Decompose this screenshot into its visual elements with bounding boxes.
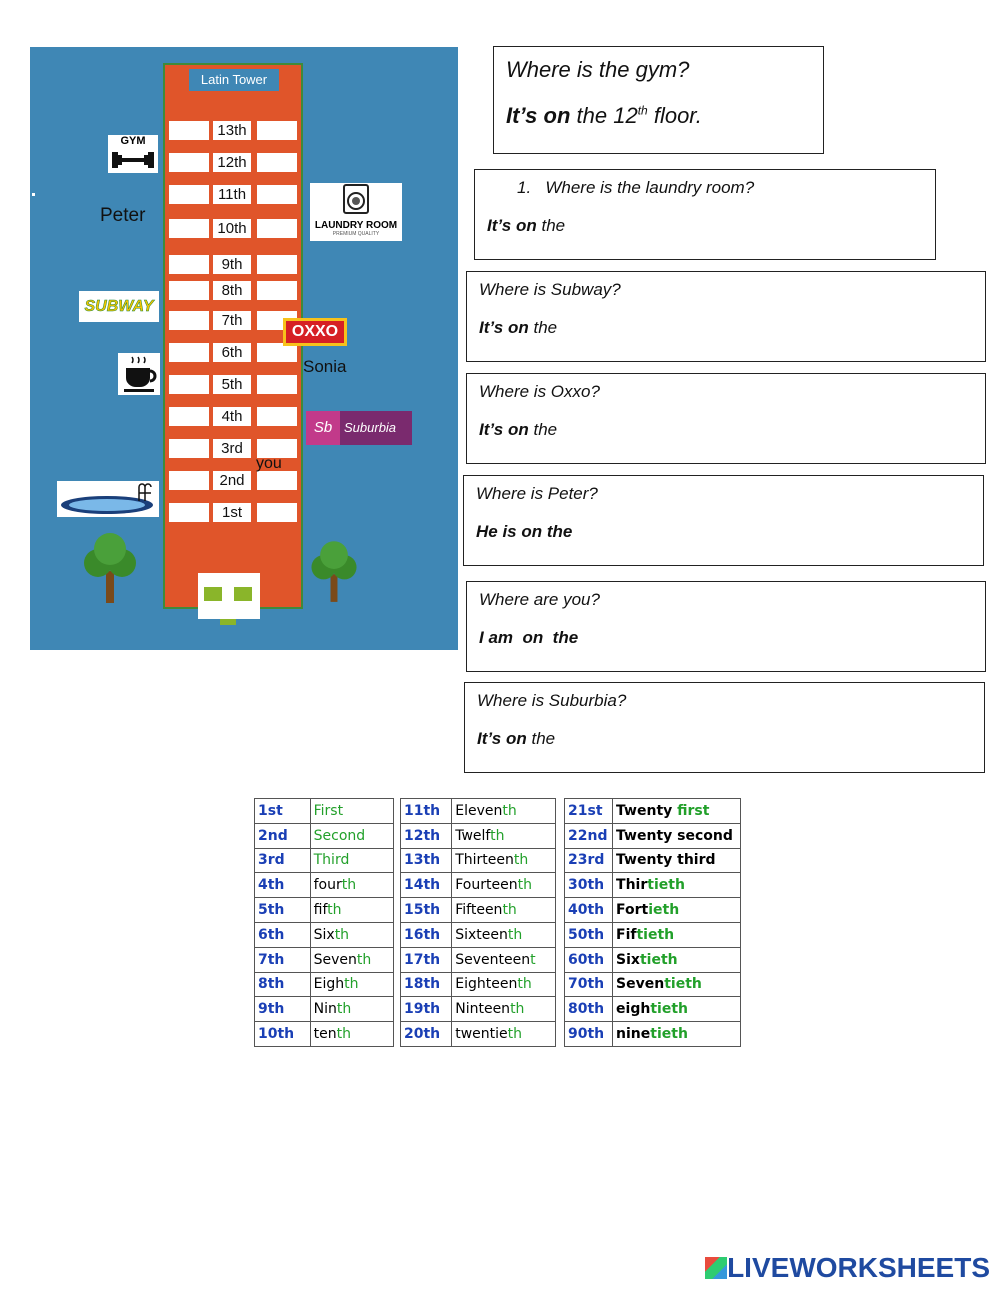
floor-label: 5th — [213, 375, 251, 394]
tower-title: Latin Tower — [189, 69, 279, 91]
ordinal-number: 10th — [255, 1022, 311, 1047]
answer-prefix: He is on the — [476, 522, 573, 541]
ordinal-row — [401, 823, 556, 848]
sonia-label: Sonia — [303, 357, 347, 376]
ordinal-number: 2nd — [255, 823, 311, 848]
ordinal-number: 3rd — [255, 848, 311, 873]
ordinal-number: 18th — [401, 972, 452, 997]
ordinal-number: 50th — [565, 922, 613, 947]
ordinal-row — [255, 972, 394, 997]
question-box — [466, 271, 986, 362]
window — [257, 153, 297, 172]
question-text: Where is Oxxo? — [479, 382, 600, 401]
floor-label: 2nd — [213, 471, 251, 490]
window — [169, 375, 209, 394]
floor-label: 7th — [213, 311, 251, 330]
answer-rest: the — [541, 216, 566, 235]
question-box — [474, 169, 936, 260]
answer-line[interactable] — [479, 628, 583, 648]
ordinal-number: 11th — [401, 799, 452, 824]
ordinal-row — [255, 922, 394, 947]
window — [169, 121, 209, 140]
window — [169, 153, 209, 172]
ordinal-number: 60th — [565, 947, 613, 972]
answer-line[interactable] — [479, 420, 557, 440]
ordinal-row — [565, 997, 741, 1022]
answer-prefix: It’s on — [479, 420, 529, 439]
ordinal-row — [401, 873, 556, 898]
ordinal-number: 30th — [565, 873, 613, 898]
ordinal-word: Sixth — [310, 922, 393, 947]
ordinal-row — [565, 1022, 741, 1047]
ordinal-table-2 — [400, 798, 556, 1047]
ordinal-number: 19th — [401, 997, 452, 1022]
question-text: Where is Suburbia? — [477, 691, 627, 710]
floor-label: 9th — [213, 255, 251, 274]
ordinal-word: Eighth — [310, 972, 393, 997]
question-text: Where are you? — [479, 590, 600, 609]
ordinal-row — [255, 898, 394, 923]
suburbia-logo — [306, 411, 412, 445]
ordinal-row — [565, 947, 741, 972]
answer-rest: the — [533, 318, 558, 337]
ordinal-number: 13th — [401, 848, 452, 873]
floor-label: 11th — [213, 185, 251, 204]
ordinal-word: fourth — [310, 873, 393, 898]
ordinal-word: Twenty third — [613, 848, 741, 873]
ordinal-word: Twelfth — [452, 823, 556, 848]
floor-label: 3rd — [213, 439, 251, 458]
ordinal-number: 1st — [255, 799, 311, 824]
latin-tower — [163, 63, 303, 609]
window — [169, 255, 209, 274]
washing-machine-icon — [336, 183, 376, 215]
answer-prefix: It’s on — [477, 729, 527, 748]
ordinal-number: 14th — [401, 873, 452, 898]
ordinal-number: 23rd — [565, 848, 613, 873]
ordinal-row — [401, 799, 556, 824]
tree-icon — [80, 531, 140, 606]
pool-icon — [57, 481, 159, 517]
window — [257, 407, 297, 426]
ordinal-row — [255, 947, 394, 972]
window — [169, 343, 209, 362]
window — [169, 471, 209, 490]
ordinal-word: Thirteenth — [452, 848, 556, 873]
floor-label: 10th — [213, 219, 251, 238]
ordinal-row — [401, 997, 556, 1022]
floor-label: 1st — [213, 503, 251, 522]
coffee-cup-icon — [118, 353, 160, 395]
answer-rest: the — [533, 420, 558, 439]
ordinal-row — [255, 799, 394, 824]
answer-line[interactable] — [476, 522, 577, 542]
answer-rest: the — [531, 729, 556, 748]
answer-line[interactable] — [477, 729, 555, 749]
floor-label: 6th — [213, 343, 251, 362]
example-answer: It’s on the 12th floor. — [506, 103, 702, 128]
ordinal-word: Eighteenth — [452, 972, 556, 997]
question-text: 1. Where is the laundry room? — [517, 178, 755, 197]
oxxo-label: OXXO — [291, 323, 339, 340]
ordinal-row — [565, 873, 741, 898]
ordinal-row — [565, 799, 741, 824]
window — [169, 219, 209, 238]
ordinal-row — [401, 848, 556, 873]
ordinal-table-1 — [254, 798, 394, 1047]
ordinal-row — [565, 848, 741, 873]
question-box — [466, 373, 986, 464]
ordinal-word: Ninteenth — [452, 997, 556, 1022]
window — [257, 185, 297, 204]
ordinal-row — [401, 972, 556, 997]
window — [169, 407, 209, 426]
live-logo-icon — [705, 1257, 727, 1279]
laundry-room-logo — [310, 183, 402, 241]
ordinal-word: Seventieth — [613, 972, 741, 997]
ordinal-word: Twenty first — [613, 799, 741, 824]
laundry-sublabel: PREMIUM QUALITY — [332, 231, 380, 237]
tree-icon — [308, 539, 360, 605]
ordinal-word: Ninth — [310, 997, 393, 1022]
ordinal-word: Seventh — [310, 947, 393, 972]
ordinal-word: ninetieth — [613, 1022, 741, 1047]
suburbia-sb: Sb — [306, 411, 340, 445]
ordinal-row — [401, 898, 556, 923]
ordinal-number: 12th — [401, 823, 452, 848]
window — [169, 439, 209, 458]
ordinal-number: 40th — [565, 898, 613, 923]
ordinal-number: 80th — [565, 997, 613, 1022]
question-text: Where is Subway? — [479, 280, 621, 299]
floor-label: 13th — [213, 121, 251, 140]
ordinal-word: Fourteenth — [452, 873, 556, 898]
ordinal-row — [255, 1022, 394, 1047]
window — [169, 185, 209, 204]
answer-line[interactable] — [487, 216, 565, 236]
ordinal-row — [401, 1022, 556, 1047]
window — [257, 219, 297, 238]
ordinal-number: 20th — [401, 1022, 452, 1047]
ordinal-number: 21st — [565, 799, 613, 824]
ordinal-number: 6th — [255, 922, 311, 947]
oxxo-logo — [283, 318, 347, 346]
tower-door — [198, 573, 260, 619]
ordinal-word: Thirtieth — [613, 873, 741, 898]
ordinal-number: 22nd — [565, 823, 613, 848]
ordinal-number: 70th — [565, 972, 613, 997]
ordinal-number: 4th — [255, 873, 311, 898]
coffee-sign — [118, 353, 160, 395]
ordinal-row — [255, 823, 394, 848]
ordinal-word: Sixteenth — [452, 922, 556, 947]
question-box — [464, 682, 985, 773]
ordinal-word: Third — [310, 848, 393, 873]
example-box — [493, 46, 824, 154]
window — [169, 503, 209, 522]
example-question: Where is the gym? — [506, 57, 690, 82]
suburbia-label: Suburbia — [344, 420, 397, 435]
ordinal-number: 9th — [255, 997, 311, 1022]
pool-sign — [57, 481, 159, 517]
dumbbell-icon — [108, 148, 158, 170]
floor-label: 4th — [213, 407, 251, 426]
ordinal-word: fifth — [310, 898, 393, 923]
gym-label: GYM — [120, 135, 146, 147]
gym-sign — [108, 135, 158, 173]
subway-logo — [79, 291, 159, 322]
ordinal-word: Fiftieth — [613, 922, 741, 947]
ordinal-row — [565, 823, 741, 848]
laundry-label: LAUNDRY ROOM — [314, 220, 398, 231]
answer-prefix: I am on the — [479, 628, 579, 647]
question-box — [466, 581, 986, 672]
ordinal-row — [565, 898, 741, 923]
ordinal-word: Second — [310, 823, 393, 848]
ordinal-word: Fortieth — [613, 898, 741, 923]
ordinal-number: 8th — [255, 972, 311, 997]
ordinal-table-3 — [564, 798, 741, 1047]
ordinal-number: 16th — [401, 922, 452, 947]
ordinal-number: 17th — [401, 947, 452, 972]
window — [257, 121, 297, 140]
window — [257, 471, 297, 490]
window — [257, 503, 297, 522]
answer-line[interactable] — [479, 318, 557, 338]
window — [169, 311, 209, 330]
ordinal-word: Fifteenth — [452, 898, 556, 923]
answer-prefix: It’s on — [487, 216, 537, 235]
ordinal-word: Eleventh — [452, 799, 556, 824]
question-text: Where is Peter? — [476, 484, 598, 503]
ordinal-row — [401, 922, 556, 947]
liveworksheets-brand[interactable]: LIVEWORKSHEETS — [705, 1252, 990, 1284]
ordinal-number: 15th — [401, 898, 452, 923]
ordinal-word: Twenty second — [613, 823, 741, 848]
ordinal-row — [565, 922, 741, 947]
subway-label: SUBWAY — [84, 298, 154, 315]
ordinal-word: twentieth — [452, 1022, 556, 1047]
question-box — [463, 475, 984, 566]
ordinal-word: Seventeent — [452, 947, 556, 972]
window — [257, 281, 297, 300]
ordinal-row — [255, 848, 394, 873]
ordinal-word: Sixtieth — [613, 947, 741, 972]
you-label: you — [256, 455, 282, 472]
ordinal-row — [255, 873, 394, 898]
ordinal-row — [401, 947, 556, 972]
window — [257, 375, 297, 394]
floor-label: 8th — [213, 281, 251, 300]
peter-label: Peter — [100, 205, 146, 226]
ordinal-word: eightieth — [613, 997, 741, 1022]
ordinal-row — [255, 997, 394, 1022]
ordinal-word: First — [310, 799, 393, 824]
building-illustration — [30, 47, 458, 650]
ordinal-word: tenth — [310, 1022, 393, 1047]
ordinal-number: 5th — [255, 898, 311, 923]
window — [169, 281, 209, 300]
answer-prefix: It’s on — [479, 318, 529, 337]
floor-label: 12th — [213, 153, 251, 172]
ordinal-row — [565, 972, 741, 997]
ordinal-number: 90th — [565, 1022, 613, 1047]
window — [257, 255, 297, 274]
ordinal-number: 7th — [255, 947, 311, 972]
